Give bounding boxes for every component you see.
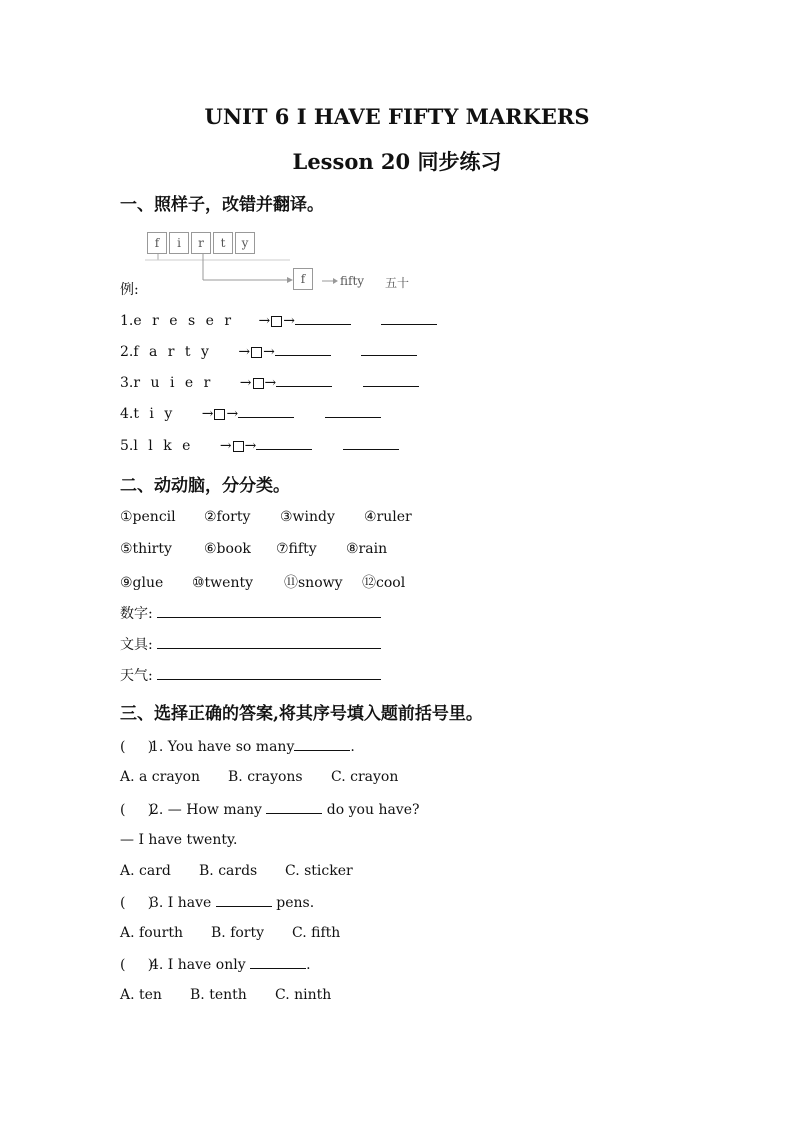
example-meaning: 五十 [385,276,410,290]
translation-blank[interactable] [343,437,399,450]
answer-paren[interactable]: ( ) [120,739,154,755]
translation-blank[interactable] [381,312,437,325]
question-3: ( )3. I have pens. [120,895,315,911]
exercise1-item: 1.e r e s e r → → [120,312,437,329]
example-letter: y [235,232,255,254]
answer-blank[interactable] [275,343,331,356]
answer-box[interactable] [214,409,225,420]
question-4-options: A. ten B. tenth C. ninth [120,987,332,1003]
question-4: ( )4. I have only . [120,957,311,973]
page-title: UNIT 6 I HAVE FIFTY MARKERS [204,104,590,129]
section3-heading: 三、选择正确的答案,将其序号填入题前括号里。 [120,704,483,724]
example-letter: r [191,232,211,254]
answer-blank[interactable] [294,738,350,751]
example-letter: t [213,232,233,254]
example-letter: f [147,232,167,254]
answer-box[interactable] [253,378,264,389]
question-1: ( )1. You have so many . [120,739,355,755]
question-1-options: A. a crayon B. crayons C. crayon [120,769,399,785]
answer-blank[interactable] [256,437,312,450]
answer-blank[interactable] [276,374,332,387]
example-fix-letter: f [293,268,313,290]
answer-blank[interactable] [295,312,351,325]
answer-box[interactable] [251,347,262,358]
answer-blank[interactable] [238,405,294,418]
answer-blank[interactable] [266,801,322,814]
question-2-options: A. card B. cards C. sticker [120,863,353,879]
exercise1-item: 4.t i y → → [120,405,381,422]
translation-blank[interactable] [363,374,419,387]
answer-blank[interactable] [250,956,306,969]
question-3-options: A. fourth B. forty C. fifth [120,925,341,941]
section2-heading: 二、动动脑，分分类。 [120,476,290,496]
section1-heading: 一、照样子，改错并翻译。 [120,195,324,215]
exercise1-item: 2.f a r t y → → [120,343,417,360]
category-blank[interactable] [157,667,381,680]
example-letter: i [169,232,189,254]
category-numbers: 数字: [120,603,381,623]
category-weather: 天气: [120,665,381,685]
category-stationery: 文具: [120,634,381,654]
word-bank-row: ⑨glue ⑩twenty ⑪snowy ⑫cool [120,575,406,591]
example-label: 例: [120,282,139,298]
example-figure [145,230,415,294]
answer-paren[interactable]: ( ) [120,895,154,911]
page-subtitle: Lesson 20 同步练习 [292,149,502,174]
question-2: ( )2. — How many do you have? [120,802,420,818]
example-word: fifty [340,274,365,288]
word-bank-row: ①pencil ②forty ③windy ④ruler [120,509,412,525]
answer-blank[interactable] [216,894,272,907]
answer-box[interactable] [271,316,282,327]
example-connector [145,230,415,294]
exercise1-item: 3.r u i e r → → [120,374,419,391]
exercise1-item: 5.l l k e → → [120,437,399,454]
translation-blank[interactable] [361,343,417,356]
translation-blank[interactable] [325,405,381,418]
answer-paren[interactable]: ( ) [120,957,154,973]
answer-box[interactable] [233,441,244,452]
answer-paren[interactable]: ( ) [120,802,154,818]
category-blank[interactable] [157,605,381,618]
category-blank[interactable] [157,636,381,649]
question-2-reply: — I have twenty. [120,832,238,848]
word-bank-row: ⑤thirty ⑥book ⑦fifty ⑧rain [120,541,388,557]
